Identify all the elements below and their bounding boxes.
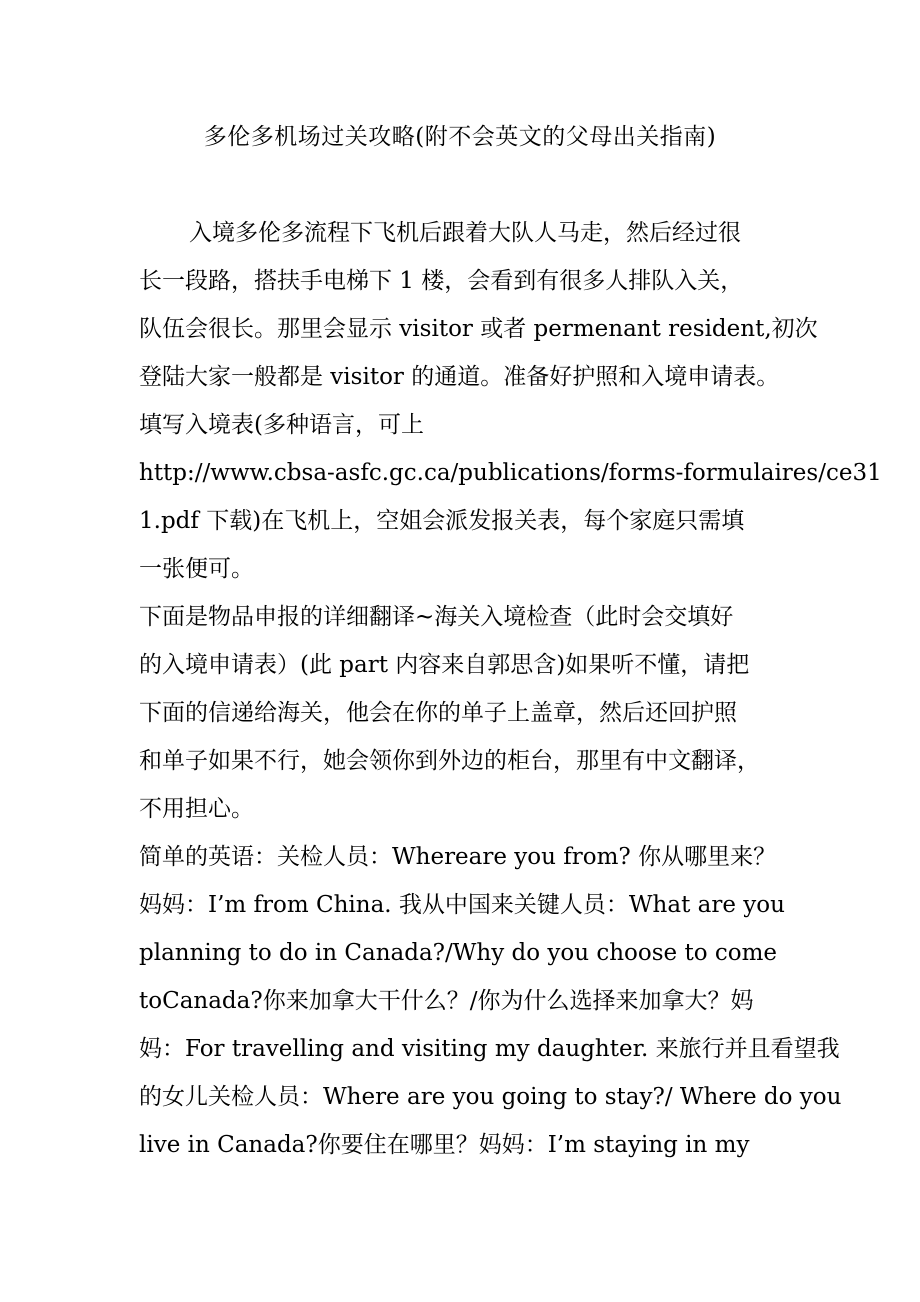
text-line: 一张便可。	[139, 556, 254, 582]
text-line: 的入境申请表）(此 part 内容来自郭思含)如果听不懂，请把	[139, 652, 750, 678]
text-line: 和单子如果不行，她会领你到外边的柜台，那里有中文翻译，	[139, 748, 760, 774]
text-line: 填写入境表(多种语言，可上	[139, 412, 424, 438]
text-line: 妈：For travelling and visiting my daughter. 来旅行并且看望我	[139, 1036, 840, 1062]
text-line: 的女儿关检人员：Where are you going to stay?/ Where do you	[139, 1084, 842, 1110]
text-line: 1.pdf 下载)在飞机上，空姐会派发报关表，每个家庭只需填	[139, 508, 745, 534]
document-title: 多伦多机场过关攻略(附不会英文的父母出关指南)	[203, 124, 717, 150]
text-line: 长一段路，搭扶手电梯下 1 楼，会看到有很多人排队入关，	[139, 268, 744, 294]
text-line: 妈妈：I’m from China. 我从中国来关键人员：What are you	[139, 892, 785, 918]
text-line: 登陆大家一般都是 visitor 的通道。准备好护照和入境申请表。	[139, 364, 780, 390]
text-line: 队伍会很长。那里会显示 visitor 或者 permenant resident,初次	[139, 316, 818, 342]
text-line: 简单的英语：关检人员：Whereare you from? 你从哪里来？	[139, 844, 777, 870]
pdf-url-link[interactable]: http://www.cbsa-asfc.gc.ca/publications/forms-formulaires/ce31	[139, 460, 882, 486]
text-line: 下面是物品申报的详细翻译~海关入境检查（此时会交填好	[139, 604, 734, 630]
text-line: 不用担心。	[139, 796, 254, 822]
text-line: live in Canada?你要住在哪里？妈妈：I’m staying in my	[139, 1132, 750, 1158]
text-line: toCanada?你来加拿大干什么？/你为什么选择来加拿大？妈	[139, 988, 754, 1014]
text-line: planning to do in Canada?/Why do you choose to come	[139, 940, 778, 966]
text-line: 下面的信递给海关，他会在你的单子上盖章，然后还回护照	[139, 700, 737, 726]
text-line: 入境多伦多流程下飞机后跟着大队人马走，然后经过很	[189, 220, 741, 246]
